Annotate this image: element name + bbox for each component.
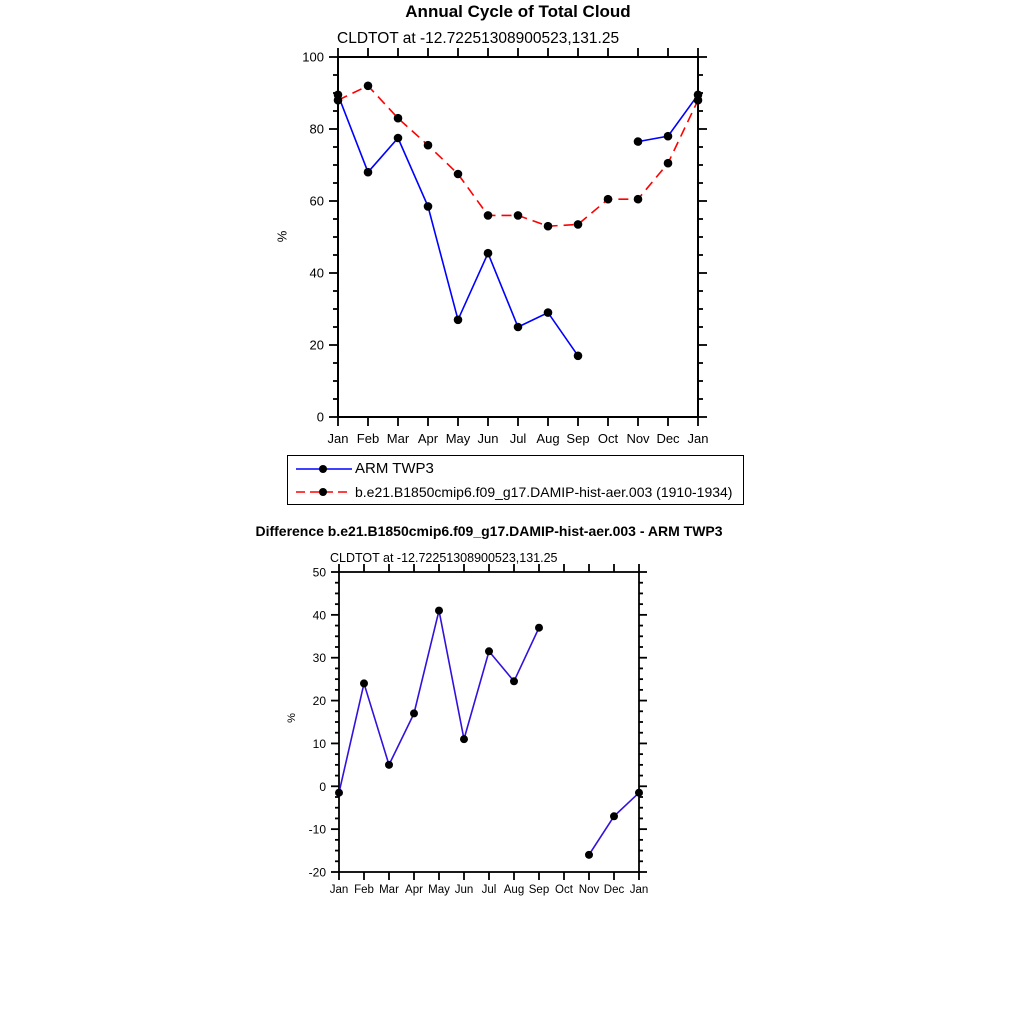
difference-chart-series-line — [589, 793, 639, 855]
difference-chart-series-0 — [335, 607, 643, 859]
difference-chart-data-point — [585, 851, 593, 859]
difference-chart-y-tick-label: 30 — [312, 651, 326, 666]
top-chart-subtitle: CLDTOT at -12.72251308900523,131.25 — [337, 30, 620, 47]
top-chart-x-tick-label: Jan — [327, 431, 349, 446]
top-chart-x-axis-ticks — [328, 48, 709, 446]
legend-label-model: b.e21.B1850cmip6.f09_g17.DAMIP-hist-aer.003 (1910-1934) — [355, 483, 733, 500]
top-chart-data-point — [664, 132, 673, 141]
top-chart-data-point — [484, 211, 493, 220]
difference-chart-series-line — [339, 611, 539, 793]
top-chart-y-tick-label: 0 — [316, 409, 324, 425]
top-chart-x-tick-label: May — [445, 431, 471, 446]
top-chart-data-point — [424, 141, 433, 150]
legend-label-arm-twp3: ARM TWP3 — [355, 460, 434, 477]
legend-entry-model — [288, 480, 743, 503]
legend-blue-solid-line-sample — [295, 463, 353, 475]
top-chart-x-tick-label: Nov — [626, 431, 650, 446]
top-chart-data-point — [454, 316, 463, 325]
top-chart-data-point — [424, 202, 433, 211]
top-chart-data-point — [364, 168, 373, 177]
top-chart-data-point — [634, 137, 643, 146]
top-chart-data-point — [454, 170, 463, 179]
top-chart-y-axis-ticks — [302, 50, 707, 425]
difference-chart-frame — [339, 572, 639, 872]
difference-chart-x-tick-label: Feb — [354, 884, 374, 896]
top-chart-data-point — [634, 195, 643, 204]
top-chart-data-point — [664, 159, 673, 168]
difference-chart-y-tick-label: -20 — [308, 865, 326, 880]
difference-chart-data-point — [460, 735, 468, 743]
legend-marker-dot-icon — [319, 488, 327, 496]
difference-chart-y-axis-label: % — [285, 713, 298, 723]
top-chart-series-line — [338, 86, 698, 226]
difference-chart-data-point — [410, 709, 418, 717]
top-chart-x-tick-label: Jan — [687, 431, 709, 446]
difference-chart-data-point — [360, 679, 368, 687]
top-chart-x-tick-label: Dec — [656, 431, 680, 446]
top-chart-data-point — [574, 220, 583, 229]
top-chart-x-tick-label: Aug — [536, 431, 560, 446]
top-chart-data-point — [604, 195, 613, 204]
top-chart-y-tick-label: 100 — [302, 49, 324, 65]
top-chart-data-point — [574, 352, 583, 361]
legend-entry-arm-twp3 — [288, 457, 743, 480]
top-chart-data-point — [394, 114, 403, 123]
top-chart-x-tick-label: Jun — [477, 431, 499, 446]
difference-chart-y-tick-label: 0 — [319, 779, 326, 794]
top-chart-x-tick-label: Feb — [356, 431, 380, 446]
difference-chart-x-tick-label: Nov — [578, 884, 600, 896]
difference-chart-data-point — [610, 812, 618, 820]
top-chart-title: Annual Cycle of Total Cloud — [405, 2, 631, 21]
difference-chart-x-tick-label: Sep — [528, 884, 550, 896]
difference-chart-data-point — [335, 789, 343, 797]
difference-chart-x-tick-label: Dec — [603, 884, 625, 896]
top-chart-plot — [302, 48, 708, 446]
top-chart-y-tick-label: 80 — [309, 121, 324, 137]
top-chart-x-tick-label: Jul — [509, 431, 527, 446]
difference-chart-x-tick-label: Jul — [481, 884, 497, 896]
difference-chart-y-tick-label: 20 — [312, 694, 326, 709]
difference-chart-x-tick-label: Apr — [405, 884, 423, 896]
top-chart-data-point — [544, 222, 553, 231]
legend — [287, 455, 744, 505]
legend-red-dashed-line-sample — [295, 486, 353, 498]
top-chart-data-point — [514, 211, 523, 220]
difference-chart-x-tick-label: Oct — [555, 884, 573, 896]
top-chart-y-tick-label: 20 — [309, 337, 324, 353]
legend-marker-dot-icon — [319, 465, 327, 473]
top-chart-data-point — [694, 96, 703, 105]
difference-chart-data-point — [535, 624, 543, 632]
top-chart-y-tick-label: 40 — [309, 265, 324, 281]
difference-chart-data-point — [485, 647, 493, 655]
difference-chart-x-tick-label: Mar — [379, 884, 399, 896]
difference-chart-x-tick-label: Aug — [503, 884, 525, 896]
difference-chart-y-tick-label: 40 — [312, 608, 326, 623]
difference-chart-x-tick-label: May — [428, 884, 450, 896]
difference-chart-x-tick-label: Jan — [629, 884, 649, 896]
top-chart-data-point — [514, 323, 523, 332]
difference-chart-data-point — [385, 761, 393, 769]
top-chart-series-1 — [334, 82, 703, 231]
difference-chart-x-tick-label: Jan — [329, 884, 349, 896]
difference-chart-y-tick-label: 10 — [312, 736, 326, 751]
difference-chart-x-tick-label: Jun — [454, 884, 474, 896]
difference-chart-plot — [309, 564, 649, 896]
difference-chart-y-axis-ticks — [309, 566, 647, 880]
difference-chart-title: Difference b.e21.B1850cmip6.f09_g17.DAMIP-hist-aer.003 - ARM TWP3 — [255, 523, 723, 539]
difference-chart-y-tick-label: 50 — [312, 565, 326, 580]
difference-chart-data-point — [635, 789, 643, 797]
difference-chart-data-point — [510, 677, 518, 685]
top-chart-x-tick-label: Sep — [566, 431, 590, 446]
top-chart-data-point — [334, 96, 343, 105]
top-chart-data-point — [394, 134, 403, 143]
top-chart-y-axis-label: % — [274, 230, 290, 243]
top-chart-data-point — [364, 82, 373, 91]
difference-chart-subtitle: CLDTOT at -12.72251308900523,131.25 — [330, 551, 558, 565]
top-chart-y-tick-label: 60 — [309, 193, 324, 209]
difference-chart-y-tick-label: -10 — [308, 822, 326, 837]
top-chart-data-point — [544, 308, 553, 317]
top-chart-x-tick-label: Oct — [597, 431, 619, 446]
difference-chart-data-point — [435, 607, 443, 615]
top-chart-x-tick-label: Apr — [417, 431, 439, 446]
top-chart-series-0 — [334, 91, 703, 361]
top-chart-x-tick-label: Mar — [386, 431, 410, 446]
top-chart-data-point — [484, 249, 493, 258]
